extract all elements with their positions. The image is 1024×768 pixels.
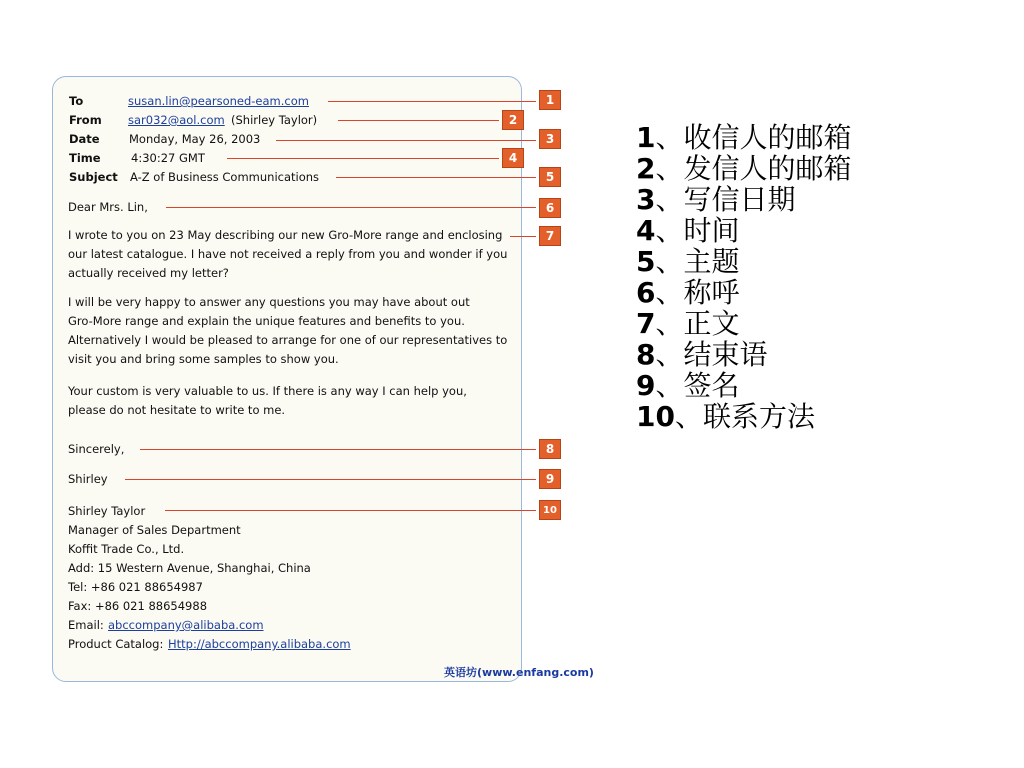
legend-text: 、发信人的邮箱 bbox=[655, 152, 852, 185]
body-line: our latest catalogue. I have not received a reply from you and wonder if you bbox=[68, 247, 508, 261]
to-label: To bbox=[69, 94, 84, 108]
from-label: From bbox=[69, 113, 102, 127]
marker-5: 5 bbox=[539, 167, 561, 187]
legend-item-10 bbox=[636, 401, 815, 432]
catalog-label: Product Catalog: bbox=[68, 637, 164, 651]
legend-text: 、收信人的邮箱 bbox=[655, 121, 852, 154]
date-label: Date bbox=[69, 132, 100, 146]
marker-8: 8 bbox=[539, 439, 561, 459]
subject-label: Subject bbox=[69, 170, 118, 184]
legend-item-9 bbox=[636, 370, 740, 401]
contact-address: Add: 15 Western Avenue, Shanghai, China bbox=[68, 561, 311, 575]
legend-number: 2 bbox=[636, 152, 656, 185]
signature: Shirley bbox=[68, 472, 108, 486]
body-line: I wrote to you on 23 May describing our new Gro-More range and enclosing bbox=[68, 228, 503, 242]
catalog-link[interactable]: Http://abccompany.alibaba.com bbox=[168, 637, 351, 651]
subject-value: A-Z of Business Communications bbox=[130, 170, 320, 184]
body-line: Alternatively I would be pleased to arrange for one of our representatives to bbox=[68, 333, 508, 347]
contact-fax: Fax: +86 021 88654988 bbox=[68, 599, 208, 613]
body-line: visit you and bring some samples to show you. bbox=[68, 352, 339, 366]
legend-item-1 bbox=[636, 122, 852, 153]
leader-line-4 bbox=[227, 158, 499, 159]
legend-text: 、称呼 bbox=[655, 276, 740, 309]
marker-2: 2 bbox=[502, 110, 524, 130]
body-line: Your custom is very valuable to us. If there is any way I can help you, bbox=[68, 384, 467, 398]
from-email-link[interactable]: sar032@aol.com bbox=[128, 113, 225, 127]
leader-line-1 bbox=[328, 101, 536, 102]
leader-line-5 bbox=[336, 177, 536, 178]
body-line: Gro-More range and explain the unique features and benefits to you. bbox=[68, 314, 465, 328]
marker-10: 10 bbox=[539, 500, 561, 520]
contact-email-label: Email: bbox=[68, 618, 104, 632]
contact-title: Manager of Sales Department bbox=[68, 523, 241, 537]
legend-item-6 bbox=[636, 277, 740, 308]
time-value: 4:30:27 GMT bbox=[131, 151, 205, 165]
marker-1: 1 bbox=[539, 90, 561, 110]
legend-number: 7 bbox=[636, 307, 656, 340]
legend-item-5 bbox=[636, 246, 740, 277]
time-label: Time bbox=[69, 151, 101, 165]
to-email-link[interactable]: susan.lin@pearsoned-eam.com bbox=[128, 94, 309, 108]
legend-number: 3 bbox=[636, 183, 656, 216]
contact-tel: Tel: +86 021 88654987 bbox=[68, 580, 203, 594]
legend-text: 、时间 bbox=[655, 214, 740, 247]
date-value: Monday, May 26, 2003 bbox=[129, 132, 261, 146]
leader-line-10 bbox=[165, 510, 536, 511]
leader-line-9 bbox=[125, 479, 536, 480]
legend-number: 4 bbox=[636, 214, 656, 247]
marker-7: 7 bbox=[539, 226, 561, 246]
marker-3: 3 bbox=[539, 129, 561, 149]
body-line: actually received my letter? bbox=[68, 266, 229, 280]
legend-item-2 bbox=[636, 153, 852, 184]
legend-number: 5 bbox=[636, 245, 656, 278]
legend-text: 、结束语 bbox=[655, 338, 768, 371]
greeting: Dear Mrs. Lin, bbox=[68, 200, 148, 214]
legend-number: 9 bbox=[636, 369, 656, 402]
marker-6: 6 bbox=[539, 198, 561, 218]
body-line: I will be very happy to answer any questions you may have about out bbox=[68, 295, 470, 309]
legend-text: 、签名 bbox=[655, 369, 740, 402]
marker-9: 9 bbox=[539, 469, 561, 489]
leader-line-2 bbox=[338, 120, 499, 121]
contact-company: Koffit Trade Co., Ltd. bbox=[68, 542, 185, 556]
legend-item-7 bbox=[636, 308, 740, 339]
contact-email-link[interactable]: abccompany@alibaba.com bbox=[108, 618, 264, 632]
from-name: (Shirley Taylor) bbox=[231, 113, 318, 127]
legend-item-3 bbox=[636, 184, 796, 215]
legend-number: 10 bbox=[636, 400, 675, 433]
leader-line-6 bbox=[166, 207, 536, 208]
leader-line-8 bbox=[140, 449, 536, 450]
leader-line-3 bbox=[276, 140, 536, 141]
contact-name: Shirley Taylor bbox=[68, 504, 146, 518]
legend-number: 8 bbox=[636, 338, 656, 371]
leader-line-7 bbox=[510, 236, 536, 237]
legend-text: 、正文 bbox=[655, 307, 740, 340]
legend-text: 、主题 bbox=[655, 245, 740, 278]
legend-text: 、写信日期 bbox=[655, 183, 796, 216]
closing: Sincerely, bbox=[68, 442, 125, 456]
legend-item-4 bbox=[636, 215, 740, 246]
legend-number: 6 bbox=[636, 276, 656, 309]
marker-4: 4 bbox=[502, 148, 524, 168]
legend-number: 1 bbox=[636, 121, 656, 154]
legend-text: 、联系方法 bbox=[674, 400, 815, 433]
watermark-text: 英语坊(www.enfang.com) bbox=[444, 666, 594, 679]
legend-item-8 bbox=[636, 339, 768, 370]
body-line: please do not hesitate to write to me. bbox=[68, 403, 286, 417]
